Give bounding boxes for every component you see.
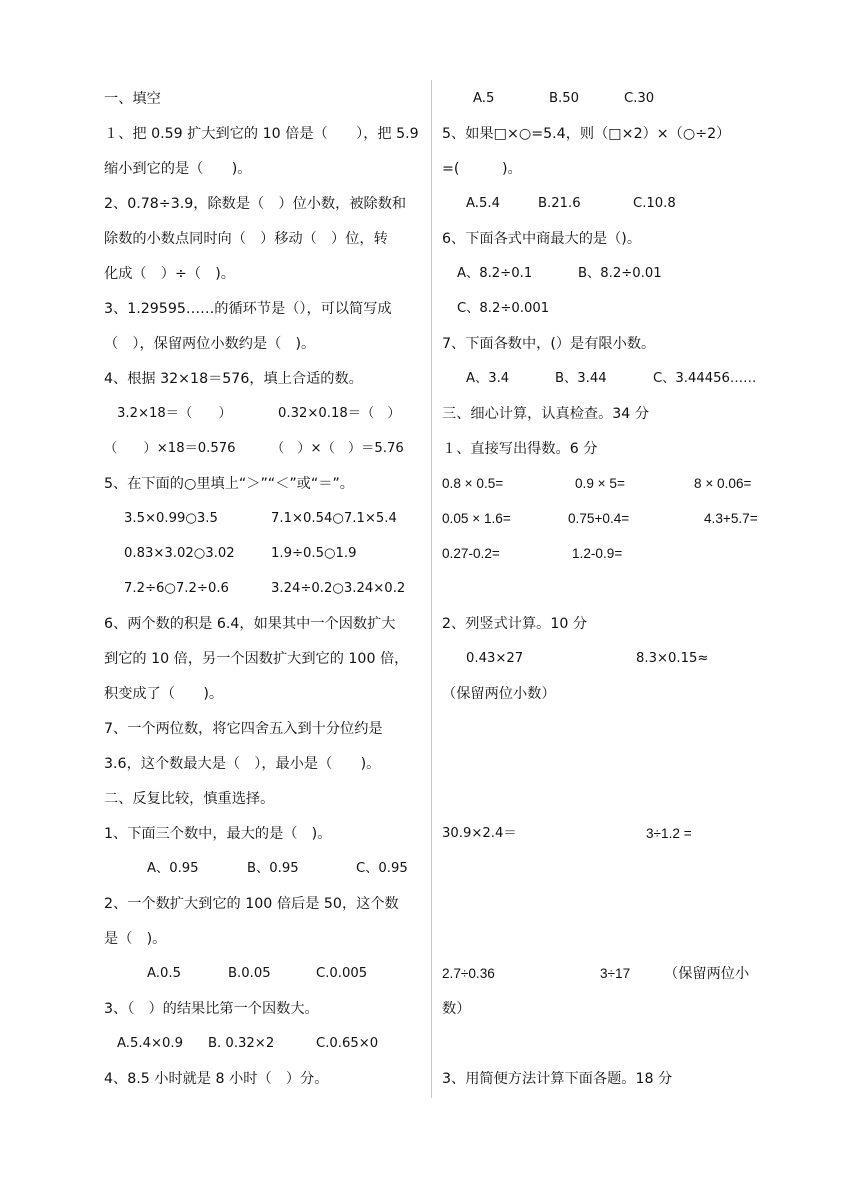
s2-q5-line-1: 5、如果□×○=5.4，则（□×2）×（○÷2） <box>442 126 731 142</box>
calc-1b: 0.9 × 5= <box>575 476 625 491</box>
q5-item-e: 7.2÷6○7.2÷0.6 <box>124 581 229 596</box>
q3-line-1: 3、1.29595……的循环节是（），可以简写成 <box>104 301 392 317</box>
s2-q3-line: 3、（ ）的结果比第一个因数大。 <box>104 1001 319 1017</box>
s2-q2-option-a: A.0.5 <box>147 966 181 981</box>
s2-q4-option-a: A.5 <box>473 91 495 106</box>
q5-item-c: 0.83×3.02○3.02 <box>124 546 235 561</box>
s2-q1-option-b: B、0.95 <box>247 861 299 876</box>
q3-line-2: （ ），保留两位小数约是（ )。 <box>104 336 316 352</box>
s2-q1-option-a: A、0.95 <box>147 861 199 876</box>
q7-line-2: 3.6，这个数最大是（ ），最小是（ )。 <box>104 756 381 772</box>
s2-q5-option-b: B.21.6 <box>538 196 581 211</box>
s2-q4-line: 4、8.5 小时就是 8 小时（ ）分。 <box>104 1071 329 1087</box>
s2-q2-option-b: B.0.05 <box>228 966 271 981</box>
q5-item-f: 3.24÷0.2○3.24×0.2 <box>271 581 406 596</box>
vertical-1-note: （保留两位小数） <box>442 686 556 702</box>
vertical-1a: 0.43×27 <box>466 651 524 666</box>
vertical-1b: 8.3×0.15≈ <box>636 651 709 666</box>
q1-line-2: 缩小到它的是（ )。 <box>104 161 252 177</box>
q6-line-2: 到它的 10 倍，另一个因数扩大到它的 100 倍， <box>104 651 409 667</box>
q6-line-1: 6、两个数的积是 6.4，如果其中一个因数扩大 <box>104 616 396 632</box>
vertical-3b: 3÷17 <box>600 966 631 981</box>
q1-line-1: １、把 0.59 扩大到它的 10 倍是（ ），把 5.9 <box>104 126 419 142</box>
q5-item-d: 1.9÷0.5○1.9 <box>271 546 357 561</box>
q4-item-b: 0.32×0.18＝（ ） <box>278 406 401 421</box>
s2-q7-option-a: A、3.4 <box>466 371 510 386</box>
calc-3b: 1.2-0.9= <box>572 546 623 561</box>
s2-q4-option-b: B.50 <box>549 91 580 106</box>
calc-1a: 0.8 × 0.5= <box>442 476 504 491</box>
column-divider <box>431 80 432 1098</box>
s2-q2-line-1: 2、一个数扩大到它的 100 倍后是 50，这个数 <box>104 896 399 912</box>
calc-1c: 8 × 0.06= <box>694 476 752 491</box>
s2-q1-option-c: C、0.95 <box>356 861 408 876</box>
section-3-title: 三、细心计算，认真检查。34 分 <box>442 406 650 422</box>
calc-2c: 4.3+5.7= <box>704 511 758 526</box>
s2-q3-option-c: C.0.65×0 <box>316 1036 379 1051</box>
vertical-3-note-line-2: 数） <box>442 1001 471 1017</box>
q2-line-2: 除数的小数点同时向（ ）移动（ ）位，转 <box>104 231 388 247</box>
s2-q4-option-c: C.30 <box>624 91 655 106</box>
s2-q2-option-c: C.0.005 <box>316 966 368 981</box>
s2-q6-option-a: A、8.2÷0.1 <box>457 266 533 281</box>
s3-q1-line: １、直接写出得数。6 分 <box>442 441 598 457</box>
s2-q6-option-c: C、8.2÷0.001 <box>457 301 550 316</box>
vertical-3-note-line-1: （保留两位小 <box>664 966 750 982</box>
q7-line-1: 7、一个两位数，将它四舍五入到十分位约是 <box>104 721 383 737</box>
s3-q3-line: 3、用简便方法计算下面各题。18 分 <box>442 1071 673 1087</box>
q5-line-1: 5、在下面的○里填上“＞”“＜”或“＝”。 <box>104 476 354 492</box>
q2-line-1: 2、0.78÷3.9，除数是（ ）位小数，被除数和 <box>104 196 407 212</box>
s3-q2-line: 2、列竖式计算。10 分 <box>442 616 588 632</box>
s2-q5-option-a: A.5.4 <box>466 196 500 211</box>
s2-q3-option-b: B. 0.32×2 <box>208 1036 275 1051</box>
q4-item-a: 3.2×18＝（ ） <box>117 406 232 421</box>
s2-q7-option-c: C、3.44456…… <box>653 371 757 386</box>
q6-line-3: 积变成了（ )。 <box>104 686 224 702</box>
section-2-title: 二、反复比较，慎重选择。 <box>104 791 275 807</box>
s2-q6-line: 6、下面各式中商最大的是（)。 <box>442 231 642 247</box>
s2-q3-option-a: A.5.4×0.9 <box>117 1036 183 1051</box>
vertical-2a: 30.9×2.4＝ <box>442 826 517 841</box>
q5-item-b: 7.1×0.54○7.1×5.4 <box>271 511 397 526</box>
s2-q2-line-2: 是（ )。 <box>104 931 167 947</box>
vertical-3a: 2.7÷0.36 <box>442 966 495 981</box>
s2-q7-line: 7、下面各数中，(）是有限小数。 <box>442 336 656 352</box>
calc-2b: 0.75+0.4= <box>568 511 630 526</box>
s2-q5-line-2: =( )。 <box>442 161 522 177</box>
q4-item-c: （ ）×18＝0.576 <box>104 441 236 456</box>
calc-3a: 0.27-0.2= <box>442 546 500 561</box>
s2-q5-option-c: C.10.8 <box>633 196 676 211</box>
q4-line-1: 4、根据 32×18＝576，填上合适的数。 <box>104 371 363 387</box>
calc-2a: 0.05 × 1.6= <box>442 511 511 526</box>
s2-q6-option-b: B、8.2÷0.01 <box>578 266 662 281</box>
q5-item-a: 3.5×0.99○3.5 <box>124 511 218 526</box>
s2-q1-line: 1、下面三个数中，最大的是（ )。 <box>104 826 332 842</box>
section-1-title: 一、填空 <box>104 91 161 107</box>
q2-line-3: 化成（ ）÷（ )。 <box>104 266 235 282</box>
q4-item-d: （ ）×（ ）＝5.76 <box>271 441 404 456</box>
s2-q7-option-b: B、3.44 <box>555 371 607 386</box>
vertical-2b: 3÷1.2 = <box>646 826 692 841</box>
